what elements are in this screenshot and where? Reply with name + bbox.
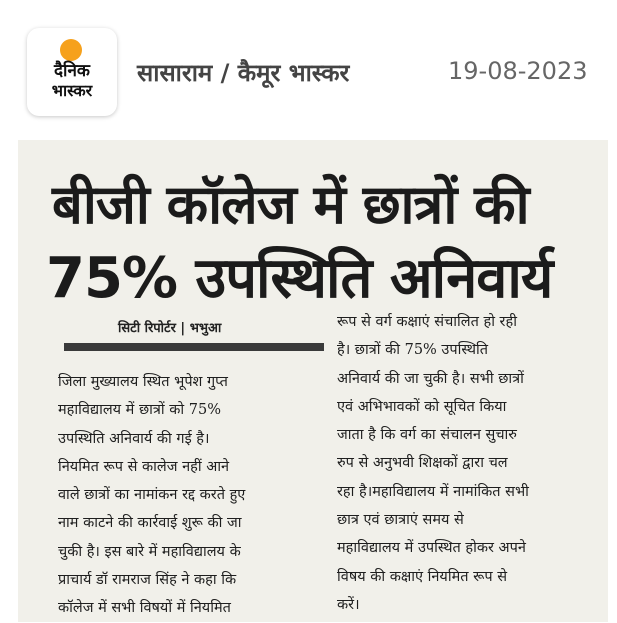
column-divider-rule	[64, 343, 324, 351]
text-line: करें।	[337, 596, 360, 613]
logo-text-line2: भास्कर	[51, 81, 93, 100]
byline: सिटी रिपोर्टर | भभुआ	[118, 321, 222, 336]
text-line: वाले छात्रों का नामांकन रद्द करते हुए	[58, 487, 246, 504]
article-column-1	[58, 368, 330, 623]
text-line: रूप से वर्ग कक्षाएं संचालित हो रही	[337, 314, 517, 330]
text-line: रुप से अनुभवी शिक्षकों द्वारा चल	[337, 455, 508, 472]
text-line: उपस्थिति अनिवार्य की गई है।	[58, 430, 210, 447]
headline-line-2: 75% उपस्थिति अनिवार्य	[46, 246, 553, 311]
text-line: चुकी है। इस बारे में महाविद्यालय के	[58, 543, 241, 560]
text-line: महाविद्यालय में उपस्थित होकर अपने	[337, 540, 526, 557]
text-line: अनिवार्य की जा चुकी है। सभी छात्रों	[337, 370, 524, 387]
source-header	[0, 0, 617, 140]
text-line: एवं अभिभावकों को सूचित किया	[337, 398, 507, 415]
sun-icon	[60, 39, 82, 61]
text-line: कॉलेज में सभी विषयों में नियमित	[58, 600, 231, 617]
article-column-2	[337, 308, 605, 619]
headline-line-1: बीजी कॉलेज में छात्रों की	[52, 173, 529, 236]
text-line: जिला मुख्यालय स्थित भूपेश गुप्त	[58, 374, 228, 390]
text-line: रहा है।महाविद्यालय में नामांकित सभी	[337, 483, 529, 500]
publish-date: 19-08-2023	[448, 57, 588, 85]
text-line: है। छात्रों की 75% उपस्थिति	[337, 342, 489, 359]
text-line: नाम काटने की कार्रवाई शुरू की जा	[58, 515, 242, 532]
text-line: प्राचार्य डॉ रामराज सिंह ने कहा कि	[58, 572, 237, 589]
logo-text-line1: दैनिक	[54, 61, 90, 81]
text-line: जाता है कि वर्ग का संचालन सुचारु	[337, 427, 517, 444]
text-line: महाविद्यालय में छात्रों को 75%	[58, 402, 221, 419]
text-line: छात्र एवं छात्राएं समय से	[337, 512, 464, 529]
dainik-bhaskar-logo[interactable]	[27, 28, 117, 116]
text-line: नियमित रूप से कालेज नहीं आने	[58, 458, 230, 475]
text-line: विषय की कक्षाएं नियमित रूप से	[337, 568, 508, 585]
edition-title[interactable]: सासाराम / कैमूर भास्कर	[137, 59, 350, 87]
